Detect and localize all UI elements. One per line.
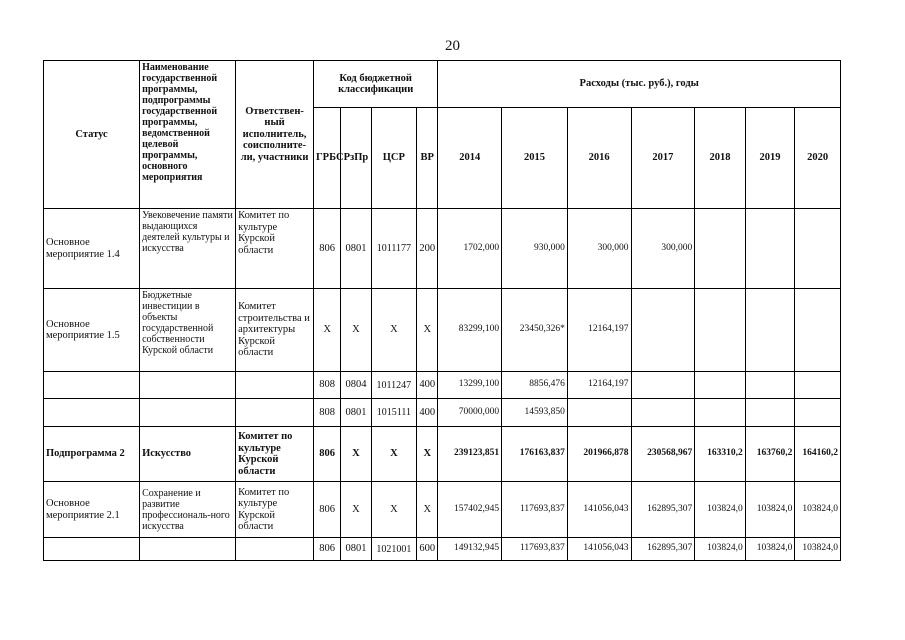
table-row <box>44 399 841 427</box>
value-2019: 103824,0 <box>745 482 795 538</box>
code-vr: 600 <box>417 538 438 561</box>
header-status: Статус <box>44 61 140 209</box>
header-rzpr: РзПр <box>341 108 371 209</box>
header-year-2015: 2015 <box>502 108 568 209</box>
header-vr: ВР <box>417 108 438 209</box>
row-status <box>44 372 140 399</box>
code-csr: X <box>371 289 417 372</box>
row-status: Основное мероприятие 1.4 <box>44 209 140 289</box>
code-grbs: 806 <box>313 538 340 561</box>
code-vr: X <box>417 427 438 482</box>
value-2015: 117693,837 <box>502 482 568 538</box>
value-2016: 141056,043 <box>567 482 631 538</box>
header-name: Наименование государственной программы, подпрограммы государственной программы, ведомственной целевой программы, основного мероприятия <box>140 61 236 209</box>
value-2019 <box>745 209 795 289</box>
code-rzpr: 0801 <box>341 538 371 561</box>
value-2018 <box>695 372 746 399</box>
value-2014: 70000,000 <box>438 399 502 427</box>
code-csr: X <box>371 427 417 482</box>
value-2019: 103824,0 <box>745 538 795 561</box>
value-2020 <box>795 289 841 372</box>
header-year-2016: 2016 <box>567 108 631 209</box>
value-2015: 8856,476 <box>502 372 568 399</box>
value-2015: 176163,837 <box>502 427 568 482</box>
value-2014: 13299,100 <box>438 372 502 399</box>
row-name: Бюджетные инвестиции в объекты государственной собственности Курской области <box>140 289 236 372</box>
value-2018: 103824,0 <box>695 482 746 538</box>
code-vr: 400 <box>417 372 438 399</box>
code-vr: 400 <box>417 399 438 427</box>
value-2018 <box>695 209 746 289</box>
code-vr: X <box>417 289 438 372</box>
value-2016: 12164,197 <box>567 289 631 372</box>
value-2016: 201966,878 <box>567 427 631 482</box>
table-row <box>44 372 841 399</box>
code-grbs: X <box>313 289 340 372</box>
code-csr: 1015111 <box>371 399 417 427</box>
header-year-2019: 2019 <box>745 108 795 209</box>
code-rzpr: 0801 <box>341 209 371 289</box>
code-rzpr: X <box>341 289 371 372</box>
code-grbs: 806 <box>313 427 340 482</box>
code-csr: 1021001 <box>371 538 417 561</box>
page-number: 20 <box>445 38 460 54</box>
value-2016: 141056,043 <box>567 538 631 561</box>
value-2016: 12164,197 <box>567 372 631 399</box>
table-row <box>44 209 841 289</box>
row-name: Увековечение памяти выдающихся деятелей культуры и искусства <box>140 209 236 289</box>
value-2019 <box>745 399 795 427</box>
code-vr: 200 <box>417 209 438 289</box>
value-2017: 162895,307 <box>631 538 695 561</box>
code-csr: 1011177 <box>371 209 417 289</box>
value-2019: 163760,2 <box>745 427 795 482</box>
value-2016: 300,000 <box>567 209 631 289</box>
value-2018: 163310,2 <box>695 427 746 482</box>
row-name: Сохранение и развитие профессиональ-ного искусства <box>140 482 236 538</box>
code-csr: 1011247 <box>371 372 417 399</box>
value-2014: 157402,945 <box>438 482 502 538</box>
row-responsible: Комитет по культуре Курской области <box>236 427 314 482</box>
row-status <box>44 538 140 561</box>
value-2014: 83299,100 <box>438 289 502 372</box>
code-vr: X <box>417 482 438 538</box>
table-header <box>44 61 841 209</box>
value-2017: 300,000 <box>631 209 695 289</box>
code-rzpr: X <box>341 482 371 538</box>
value-2014: 1702,000 <box>438 209 502 289</box>
row-name <box>140 538 236 561</box>
row-name <box>140 399 236 427</box>
value-2020: 103824,0 <box>795 538 841 561</box>
value-2020: 164160,2 <box>795 427 841 482</box>
budget-table <box>43 60 841 561</box>
row-name: Искусство <box>140 427 236 482</box>
header-year-2017: 2017 <box>631 108 695 209</box>
row-status: Подпрограмма 2 <box>44 427 140 482</box>
value-2015: 23450,326* <box>502 289 568 372</box>
value-2020 <box>795 209 841 289</box>
code-rzpr: 0801 <box>341 399 371 427</box>
value-2018: 103824,0 <box>695 538 746 561</box>
value-2015: 14593,850 <box>502 399 568 427</box>
value-2014: 239123,851 <box>438 427 502 482</box>
value-2017 <box>631 399 695 427</box>
code-grbs: 808 <box>313 372 340 399</box>
code-rzpr: X <box>341 427 371 482</box>
header-expenses: Расходы (тыс. руб.), годы <box>438 61 841 108</box>
value-2018 <box>695 399 746 427</box>
table-row <box>44 538 841 561</box>
header-grbs: ГРБС <box>313 108 340 209</box>
row-responsible: Комитет по культуре Курской области <box>236 209 314 289</box>
value-2014: 149132,945 <box>438 538 502 561</box>
value-2017: 230568,967 <box>631 427 695 482</box>
code-grbs: 808 <box>313 399 340 427</box>
value-2016 <box>567 399 631 427</box>
code-rzpr: 0804 <box>341 372 371 399</box>
table-row <box>44 427 841 482</box>
row-responsible: Комитет строительства и архитектуры Курской области <box>236 289 314 372</box>
header-year-2018: 2018 <box>695 108 746 209</box>
code-grbs: 806 <box>313 482 340 538</box>
header-csr: ЦСР <box>371 108 417 209</box>
row-responsible <box>236 372 314 399</box>
value-2015: 930,000 <box>502 209 568 289</box>
value-2018 <box>695 289 746 372</box>
header-year-2020: 2020 <box>795 108 841 209</box>
code-csr: X <box>371 482 417 538</box>
header-responsible: Ответствен-ный исполнитель, соисполните-ли, участники <box>236 61 314 209</box>
header-budget-code: Код бюджетной классификации <box>313 61 437 108</box>
row-status: Основное мероприятие 1.5 <box>44 289 140 372</box>
value-2017: 162895,307 <box>631 482 695 538</box>
header-year-2014: 2014 <box>438 108 502 209</box>
table-row <box>44 289 841 372</box>
value-2019 <box>745 289 795 372</box>
row-status <box>44 399 140 427</box>
row-responsible <box>236 538 314 561</box>
code-grbs: 806 <box>313 209 340 289</box>
value-2015: 117693,837 <box>502 538 568 561</box>
row-name <box>140 372 236 399</box>
table-row <box>44 482 841 538</box>
value-2019 <box>745 372 795 399</box>
row-status: Основное мероприятие 2.1 <box>44 482 140 538</box>
row-responsible <box>236 399 314 427</box>
value-2020: 103824,0 <box>795 482 841 538</box>
row-responsible: Комитет по культуре Курской области <box>236 482 314 538</box>
value-2020 <box>795 399 841 427</box>
value-2017 <box>631 289 695 372</box>
value-2020 <box>795 372 841 399</box>
value-2017 <box>631 372 695 399</box>
